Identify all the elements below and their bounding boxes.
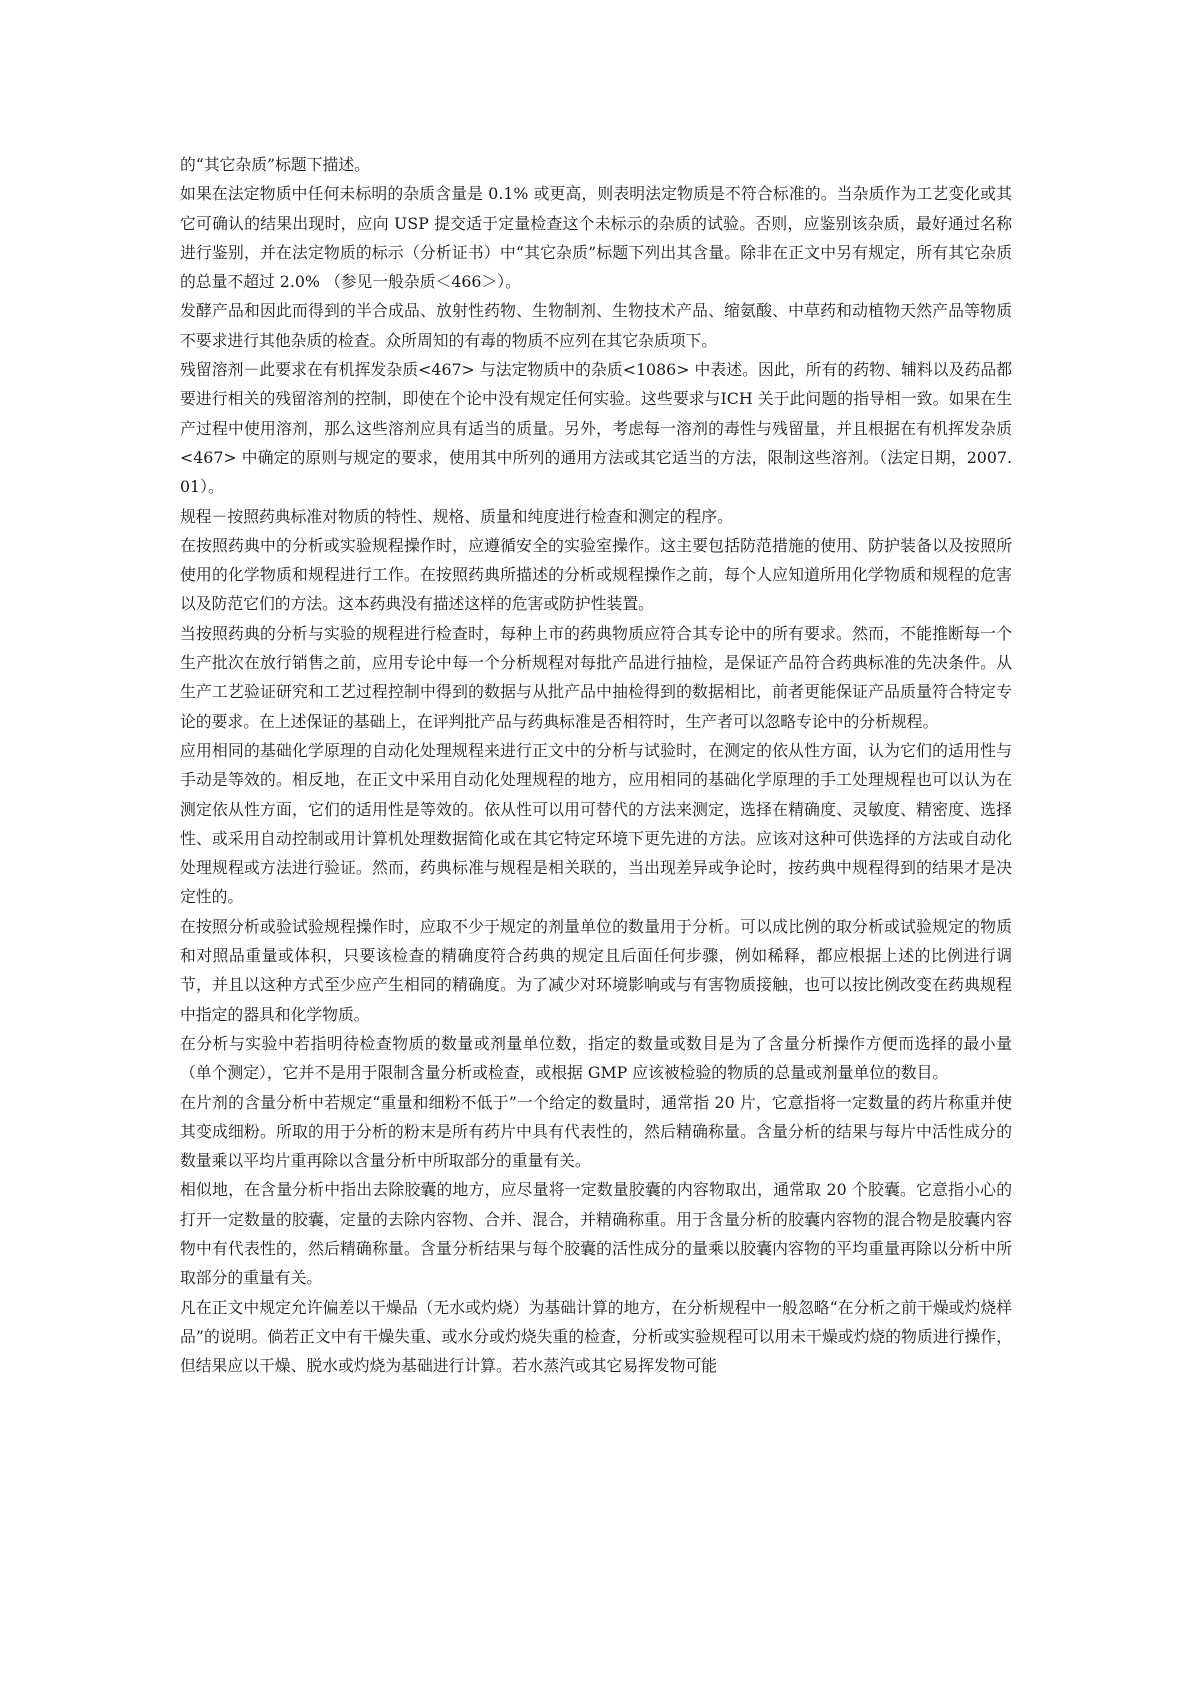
paragraph: 残留溶剂－此要求在有机挥发杂质<467> 与法定物质中的杂质<1086> 中表述。因此，所有的药物、辅料以及药品都要进行相关的残留溶剂的控制，即使在个论中没有规定任何实验。这些要求与ICH 关于此问题的指导相一致。如果在生产过程中使用溶剂，那么这些溶剂应具有适当的质量。另外，考虑每一溶剂的毒性与残留量，并且根据在有机挥发杂质<467> 中确定的原则与规定的要求，使用其中所列的通用方法或其它适当的方法，限制这些溶剂。（法定日期，2007.01）。 [180, 360, 1012, 497]
paragraph: 凡在正文中规定允许偏差以干燥品（无水或灼烧）为基础计算的地方，在分析规程中一般忽略“在分析之前干燥或灼烧样品”的说明。倘若正文中有干燥失重、或水分或灼烧失重的检查，分析或实验规程可以用未干燥或灼烧的物质进行操作，但结果应以干燥、脱水或灼烧为基础进行计算。若水蒸汽或其它易挥发物可能 [180, 1297, 1012, 1376]
paragraph: 在按照分析或验试验规程操作时，应取不少于规定的剂量单位的数量用于分析。可以成比例的取分析或试验规定的物质和对照品重量或体积，只要该检查的精确度符合药典的规定且后面任何步骤，例如稀释，都应根据上述的比例进行调节，并且以这种方式至少应产生相同的精确度。为了减少对环境影响或与有害物质接触，也可以按比例改变在药典规程中指定的器具和化学物质。 [180, 916, 1012, 1024]
paragraph: 应用相同的基础化学原理的自动化处理规程来进行正文中的分析与试验时，在测定的依从性方面，认为它们的适用性与手动是等效的。相反地，在正文中采用自动化处理规程的地方，应用相同的基础化学原理的手工处理规程也可以认为在测定依从性方面，它们的适用性是等效的。依从性可以用可替代的方法来测定，选择在精确度、灵敏度、精密度、选择性、或采用自动控制或用计算机处理数据简化或在其它特定环境下更先进的方法。应该对这种可供选择的方法或自动化处理规程或方法进行验证。然而，药典标准与规程是相关联的，当出现差异或争论时，按药典中规程得到的结果才是决定性的。 [180, 740, 1012, 907]
paragraph: 发酵产品和因此而得到的半合成品、放射性药物、生物制剂、生物技术产品、缩氨酸、中草药和动植物天然产品等物质不要求进行其他杂质的检查。众所周知的有毒的物质不应列在其它杂质项下。 [180, 301, 1012, 350]
document-body [180, 150, 1012, 1380]
paragraph: 相似地，在含量分析中指出去除胶囊的地方，应尽量将一定数量胶囊的内容物取出，通常取 20 个胶囊。它意指小心的打开一定数量的胶囊，定量的去除内容物、合并、混合，并精确称重。用于含量分析的胶囊内容物的混合物是胶囊内容物中有代表性的，然后精确称量。含量分析结果与每个胶囊的活性成分的量乘以胶囊内容物的平均重量再除以分析中所取部分的重量有关。 [180, 1180, 1012, 1288]
paragraph: 如果在法定物质中任何未标明的杂质含量是 0.1% 或更高，则表明法定物质是不符合标准的。当杂质作为工艺变化或其它可确认的结果出现时，应向 USP 提交适于定量检查这个未标示的杂质的试验。否则，应鉴别该杂质，最好通过名称进行鉴别，并在法定物质的标示（分析证书）中“其它杂质”标题下列出其含量。除非在正文中另有规定，所有其它杂质的总量不超过 2.0% （参见一般杂质＜466＞）。 [180, 184, 1012, 292]
paragraph: 的“其它杂质”标题下描述。 [180, 155, 370, 174]
paragraph: 当按照药典的分析与实验的规程进行检查时，每种上市的药典物质应符合其专论中的所有要求。然而，不能推断每一个生产批次在放行销售之前，应用专论中每一个分析规程对每批产品进行抽检，是保证产品符合药典标准的先决条件。从生产工艺验证研究和工艺过程控制中得到的数据与从批产品中抽检得到的数据相比，前者更能保证产品质量符合特定专论的要求。在上述保证的基础上，在评判批产品与药典标准是否相符时，生产者可以忽略专论中的分析规程。 [180, 623, 1012, 731]
paragraph: 在片剂的含量分析中若规定“重量和细粉不低于”一个给定的数量时，通常指 20 片，它意指将一定数量的药片称重并使其变成细粉。所取的用于分析的粉末是所有药片中具有代表性的，然后精确称量。含量分析的结果与每片中活性成分的数量乘以平均片重再除以含量分析中所取部分的重量有关。 [180, 1092, 1012, 1171]
paragraph: 在按照药典中的分析或实验规程操作时，应遵循安全的实验室操作。这主要包括防范措施的使用、防护装备以及按照所使用的化学物质和规程进行工作。在按照药典所描述的分析或规程操作之前，每个人应知道所用化学物质和规程的危害以及防范它们的方法。这本药典没有描述这样的危害或防护性装置。 [180, 535, 1012, 614]
paragraph: 规程－按照药典标准对物质的特性、规格、质量和纯度进行检查和测定的程序。 [180, 506, 733, 526]
paragraph: 在分析与实验中若指明待检查物质的数量或剂量单位数，指定的数量或数目是为了含量分析操作方便而选择的最小量（单个测定），它并不是用于限制含量分析或检查，或根据 GMP 应该被检验的物质的总量或剂量单位的数目。 [180, 1033, 1012, 1083]
